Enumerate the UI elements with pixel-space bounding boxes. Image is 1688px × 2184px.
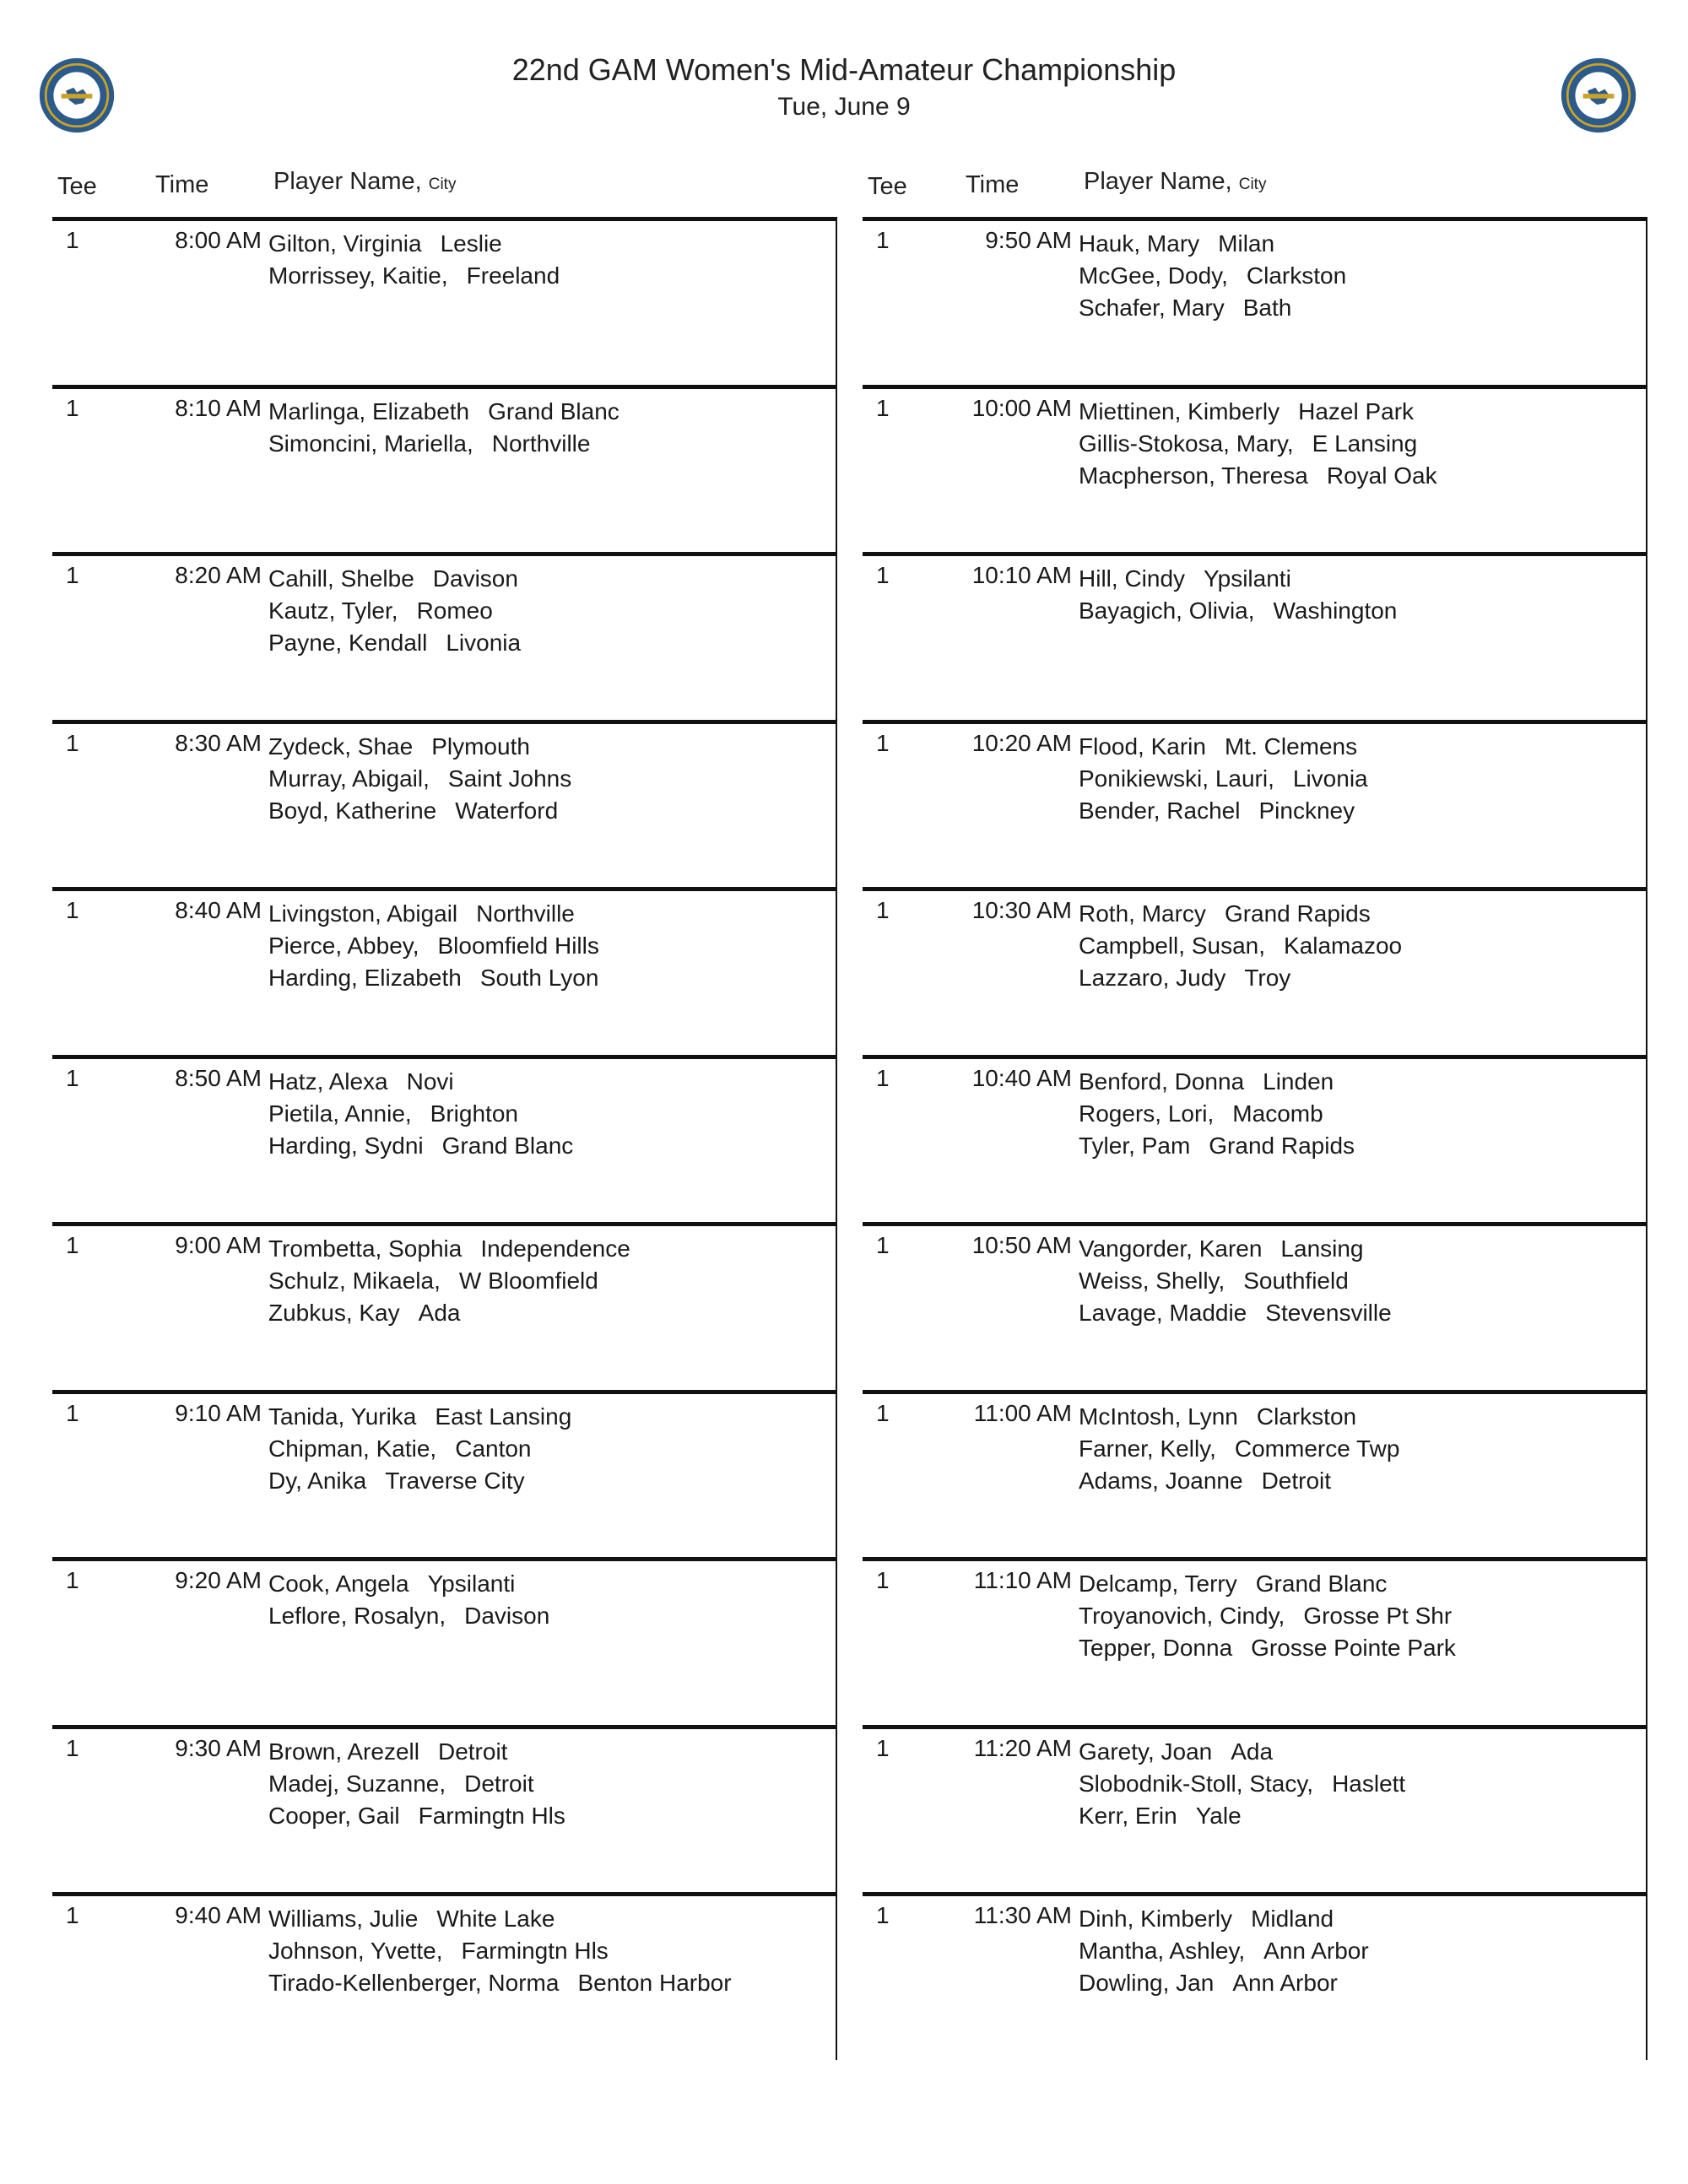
player-entry [1079,1433,1399,1465]
player-list [1079,396,1437,492]
tee-number: 1 [66,1567,79,1593]
player-entry [1079,595,1397,627]
tee-time-group [863,1725,1647,1893]
player-city: Milan [1218,230,1275,257]
player-entry [268,428,619,460]
tee-number: 1 [66,394,79,421]
tee-time-group [52,1390,837,1558]
player-city: Romeo [416,597,493,624]
player-entry [1079,930,1402,962]
player-name: Cahill, Shelbe [268,565,414,592]
player-entry [1079,1736,1405,1768]
tee-time: 8:30 AM [175,729,262,756]
player-entry [268,763,571,795]
player-city: Grand Blanc [488,397,619,424]
player-city: Ann Arbor [1263,1938,1369,1964]
tee-time: 11:30 AM [973,1902,1072,1928]
player-city: Detroit [464,1770,534,1797]
player-entry [268,1465,571,1497]
tee-number: 1 [876,394,890,421]
tee-header: Tee [868,173,907,200]
tee-time: 9:30 AM [175,1734,262,1761]
player-entry [1079,1935,1369,1967]
player-city: Waterford [455,797,559,824]
player-entry [268,1098,573,1130]
player-name: Hauk, Mary [1079,230,1200,257]
player-name: Bender, Rachel [1079,797,1241,824]
tee-time: 8:00 AM [175,227,262,253]
player-list [1079,228,1346,324]
player-entry [268,1935,732,1967]
tee-time-group [863,1222,1647,1390]
player-name: Payne, Kendall [268,630,428,656]
player-list [268,1903,732,1999]
player-city: Detroit [437,1738,508,1765]
player-city: E Lansing [1312,430,1418,457]
tee-time-group [52,887,837,1055]
tee-sheet-column-right [863,165,1647,2060]
player-city: Novi [406,1068,454,1095]
player-city: Plymouth [431,733,530,760]
player-entry [1079,1465,1399,1497]
player-city: South Lyon [479,965,599,991]
player-city: Farmingtn Hls [418,1802,565,1829]
player-entry [1079,228,1346,260]
player-entry [1079,563,1397,595]
player-name: Williams, Julie [268,1906,419,1932]
player-name: Chipman, Katie, [268,1435,437,1462]
player-entry [1079,1297,1392,1329]
time-header: Time [966,171,1020,198]
tee-number: 1 [66,729,79,756]
tee-number: 1 [66,1399,79,1426]
player-name: Harding, Sydni [268,1132,424,1159]
player-city: Commerce Twp [1234,1435,1400,1462]
tee-time: 10:00 AM [971,394,1072,421]
player-city: Grand Blanc [441,1132,574,1159]
player-entry [268,1297,630,1329]
tee-number: 1 [66,897,79,923]
player-list [268,1736,565,1832]
column-header [52,165,837,217]
player-entry [268,930,599,962]
player-name: Delcamp, Terry [1079,1570,1237,1597]
player-list [1079,1903,1369,1999]
tee-number: 1 [66,1734,79,1761]
player-name: Lazzaro, Judy [1079,965,1226,991]
tee-time: 10:40 AM [971,1064,1072,1091]
tee-time: 10:10 AM [971,562,1072,588]
player-name: Tirado-Kellenberger, Norma [268,1970,560,1996]
player-city: Bath [1242,295,1292,321]
player-city: Livonia [446,630,522,656]
tee-number: 1 [66,1232,79,1258]
player-city: Davison [464,1603,550,1629]
tee-time: 10:50 AM [971,1232,1072,1258]
tee-sheet-column-left [52,165,837,2060]
player-list [268,563,521,659]
player-entry [1079,1768,1405,1800]
player-entry [1079,962,1402,994]
player-name: Johnson, Yvette, [268,1938,443,1964]
player-name: Campbell, Susan, [1079,933,1266,959]
player-city: White Lake [436,1906,555,1932]
player-entry [1079,1800,1405,1832]
player-city: Troy [1244,965,1291,991]
player-list [1079,1233,1392,1329]
player-name: Trombetta, Sophia [268,1235,463,1262]
tee-time: 8:40 AM [175,897,262,923]
player-entry [268,627,521,659]
player-city: Freeland [466,262,560,289]
page-title: 22nd GAM Women's Mid-Amateur Championship [511,52,1177,87]
player-name: Zydeck, Shae [268,733,414,760]
player-list [268,228,560,292]
player-entry [1079,1130,1355,1162]
tee-time: 10:30 AM [971,897,1072,923]
tee-time: 10:20 AM [971,729,1072,756]
player-city: Lansing [1280,1235,1364,1262]
player-name: Brown, Arezell [268,1738,419,1765]
player-entry [268,563,521,595]
player-entry [1079,1967,1369,1999]
player-city: Bloomfield Hills [437,933,599,959]
tee-time-group [863,552,1647,720]
player-entry [268,1130,573,1162]
player-city: Macomb [1232,1100,1323,1127]
tee-number: 1 [876,1064,890,1091]
player-list [268,898,599,994]
player-name: Gillis-Stokosa, Mary, [1079,430,1294,457]
player-city: Detroit [1261,1467,1332,1494]
player-name: McIntosh, Lynn [1079,1403,1238,1430]
player-name: Dowling, Jan [1079,1970,1215,1996]
player-name: Marlinga, Elizabeth [268,397,470,424]
player-name: Ponikiewski, Lauri, [1079,765,1274,792]
player-name: Pierce, Abbey, [268,933,419,959]
player-name: Leflore, Rosalyn, [268,1603,446,1629]
tee-number: 1 [66,1064,79,1091]
tee-number: 1 [66,1902,79,1928]
tee-time: 11:00 AM [973,1399,1072,1426]
player-city: Saint Johns [447,765,572,792]
player-list [268,1401,571,1497]
tee-time-group [863,1390,1647,1558]
tee-number: 1 [876,227,890,253]
player-list [1079,898,1402,994]
tee-time-group [52,552,837,720]
player-name: Rogers, Lori, [1079,1100,1215,1127]
player-name: Livingston, Abigail [268,900,458,927]
tee-time-group [52,1222,837,1390]
player-city: Linden [1263,1068,1334,1095]
player-entry [268,260,560,292]
tee-header: Tee [57,173,97,200]
tee-number: 1 [876,729,890,756]
player-entry [268,1800,565,1832]
column-header [863,165,1647,217]
player-city: Grand Rapids [1209,1132,1355,1159]
tee-number: 1 [66,227,79,253]
player-name: Hill, Cindy [1079,565,1186,592]
player-list [268,731,571,827]
tee-number: 1 [66,562,79,588]
player-name: Farner, Kelly, [1079,1435,1216,1462]
player-list [1079,1066,1355,1162]
player-name: Simoncini, Mariella, [268,430,473,457]
player-list [268,1233,630,1329]
player-name: Kerr, Erin [1079,1802,1177,1829]
player-name: Tyler, Pam [1079,1132,1191,1159]
player-city: East Lansing [435,1403,572,1430]
tee-number: 1 [876,1232,890,1258]
player-entry [1079,1568,1456,1600]
player-city: Northville [491,430,591,457]
player-name: Schafer, Mary [1079,295,1225,321]
tee-number: 1 [876,897,890,923]
player-entry [1079,1066,1355,1098]
tee-number: 1 [876,1567,890,1593]
player-city: Hazel Park [1298,397,1415,424]
player-city: Kalamazoo [1284,933,1403,959]
player-entry [1079,460,1437,492]
player-name: Benford, Donna [1079,1068,1245,1095]
player-entry [268,1967,732,1999]
tee-time-group [52,217,837,385]
player-entry [268,1568,549,1600]
tee-time: 8:50 AM [175,1064,262,1091]
player-entry [1079,1233,1392,1265]
player-name: Roth, Marcy [1079,900,1206,927]
player-entry [268,396,619,428]
player-city: Benton Harbor [577,1970,732,1996]
tee-time-group [863,720,1647,888]
tee-time-group [863,1892,1647,2060]
tee-time: 9:50 AM [985,227,1072,253]
player-name: Weiss, Shelly, [1079,1268,1225,1294]
player-city: Davison [432,565,518,592]
player-entry [268,962,599,994]
player-list [1079,731,1368,827]
player-city: Brighton [430,1100,518,1127]
player-name: Macpherson, Theresa [1079,462,1308,489]
player-name: Troyanovich, Cindy, [1079,1603,1285,1629]
player-entry [268,595,521,627]
player-entry [1079,428,1437,460]
tee-time-group [863,385,1647,553]
tee-number: 1 [876,1734,890,1761]
player-list [268,1066,573,1162]
tee-time-group [863,887,1647,1055]
player-name: Cooper, Gail [268,1802,400,1829]
player-name-header: Player Name, City [1084,168,1267,195]
player-city: Southfield [1243,1268,1349,1294]
player-entry [1079,1098,1355,1130]
player-entry [268,1600,549,1632]
time-header: Time [155,171,209,198]
player-city: Pinckney [1258,797,1355,824]
tee-time-group [52,385,837,553]
player-entry [1079,1632,1456,1664]
player-city: Traverse City [385,1467,525,1494]
tee-time-group [52,1892,837,2060]
player-name: McGee, Dody, [1079,262,1228,289]
player-city: Grand Rapids [1224,900,1371,927]
player-name: Slobodnik-Stoll, Stacy, [1079,1770,1314,1797]
player-list [1079,1401,1399,1497]
player-name: Flood, Karin [1079,733,1206,760]
player-entry [1079,1265,1392,1297]
player-city: Farmingtn Hls [461,1938,609,1964]
tee-time: 9:00 AM [175,1232,262,1258]
tee-time-group [52,1725,837,1893]
player-city: Clarkston [1256,1403,1357,1430]
tee-time: 9:20 AM [175,1567,262,1593]
player-city: Grosse Pointe Park [1251,1635,1456,1661]
player-name: Vangorder, Karen [1079,1235,1263,1262]
player-name: Bayagich, Olivia, [1079,597,1255,624]
player-city: Ada [1231,1738,1274,1765]
player-entry [268,1768,565,1800]
player-entry [268,731,571,763]
player-city: Clarkston [1246,262,1347,289]
player-city: W Bloomfield [458,1268,598,1294]
player-entry [1079,795,1368,827]
player-city: Haslett [1332,1770,1406,1797]
player-entry [1079,292,1346,324]
player-name: Morrissey, Kaitie, [268,262,448,289]
player-name: Gilton, Virginia [268,230,422,257]
player-name: Adams, Joanne [1079,1467,1243,1494]
tee-time-group [863,1055,1647,1223]
player-city: Grosse Pt Shr [1303,1603,1453,1629]
player-name: Murray, Abigail, [268,765,430,792]
player-name: Dy, Anika [268,1467,367,1494]
player-name: Boyd, Katherine [268,797,437,824]
tee-time-group [863,1557,1647,1725]
player-name: Schulz, Mikaela, [268,1268,441,1294]
player-name: Tanida, Yurika [268,1403,417,1430]
player-city: Grand Blanc [1255,1570,1388,1597]
player-city: Canton [455,1435,532,1462]
player-list [1079,1568,1456,1664]
player-name: Lavage, Maddie [1079,1300,1247,1326]
event-date: Tue, June 9 [777,93,911,121]
player-name: Mantha, Ashley, [1079,1938,1246,1964]
player-list [268,396,619,460]
player-name: Garety, Joan [1079,1738,1213,1765]
player-entry [1079,1401,1399,1433]
player-entry [268,1066,573,1098]
player-city: Midland [1251,1906,1334,1932]
player-entry [268,795,571,827]
tee-time: 11:10 AM [973,1567,1072,1593]
player-city: Yale [1195,1802,1242,1829]
player-city: Ypsilanti [1204,565,1291,592]
tee-number: 1 [876,562,890,588]
player-city: Ada [418,1300,461,1326]
player-city: Ypsilanti [427,1570,516,1597]
player-city: Royal Oak [1326,462,1437,489]
player-name: Dinh, Kimberly [1079,1906,1233,1932]
player-entry [268,1265,630,1297]
player-name: Zubkus, Kay [268,1300,400,1326]
player-list [268,1568,549,1632]
player-entry [1079,260,1346,292]
player-city: Mt. Clemens [1224,733,1358,760]
player-city: Washington [1273,597,1398,624]
player-entry [268,1233,630,1265]
player-name: Kautz, Tyler, [268,597,398,624]
player-name: Miettinen, Kimberly [1079,397,1280,424]
player-entry [1079,396,1437,428]
tee-time-group [52,1055,837,1223]
player-entry [268,228,560,260]
tee-time-group [863,217,1647,385]
player-city: Ann Arbor [1232,1970,1338,1996]
player-list [1079,1736,1405,1832]
player-city: Stevensville [1265,1300,1392,1326]
player-name: Cook, Angela [268,1570,409,1597]
player-entry [268,1903,732,1935]
tee-time: 9:40 AM [175,1902,262,1928]
player-name: Tepper, Donna [1079,1635,1233,1661]
player-city: Independence [480,1235,630,1262]
player-entry [268,1736,565,1768]
player-name-header: Player Name, City [273,168,457,195]
tee-time: 8:20 AM [175,562,262,588]
tee-time: 9:10 AM [175,1399,262,1426]
player-entry [268,1433,571,1465]
tee-time: 8:10 AM [175,394,262,421]
player-name: Madej, Suzanne, [268,1770,446,1797]
player-name: Harding, Elizabeth [268,965,462,991]
player-entry [1079,898,1402,930]
player-list [1079,563,1397,627]
player-entry [1079,731,1368,763]
player-entry [268,898,599,930]
tee-time-group [52,1557,837,1725]
tee-number: 1 [876,1399,890,1426]
player-name: Hatz, Alexa [268,1068,388,1095]
player-city: Northville [476,900,575,927]
player-name: Pietila, Annie, [268,1100,412,1127]
player-city: Livonia [1292,765,1368,792]
tee-number: 1 [876,1902,890,1928]
player-entry [1079,763,1368,795]
player-entry [1079,1600,1456,1632]
player-city: Leslie [440,230,502,257]
tee-time-group [52,720,837,888]
player-entry [268,1401,571,1433]
player-entry [1079,1903,1369,1935]
tee-time: 11:20 AM [973,1734,1072,1761]
